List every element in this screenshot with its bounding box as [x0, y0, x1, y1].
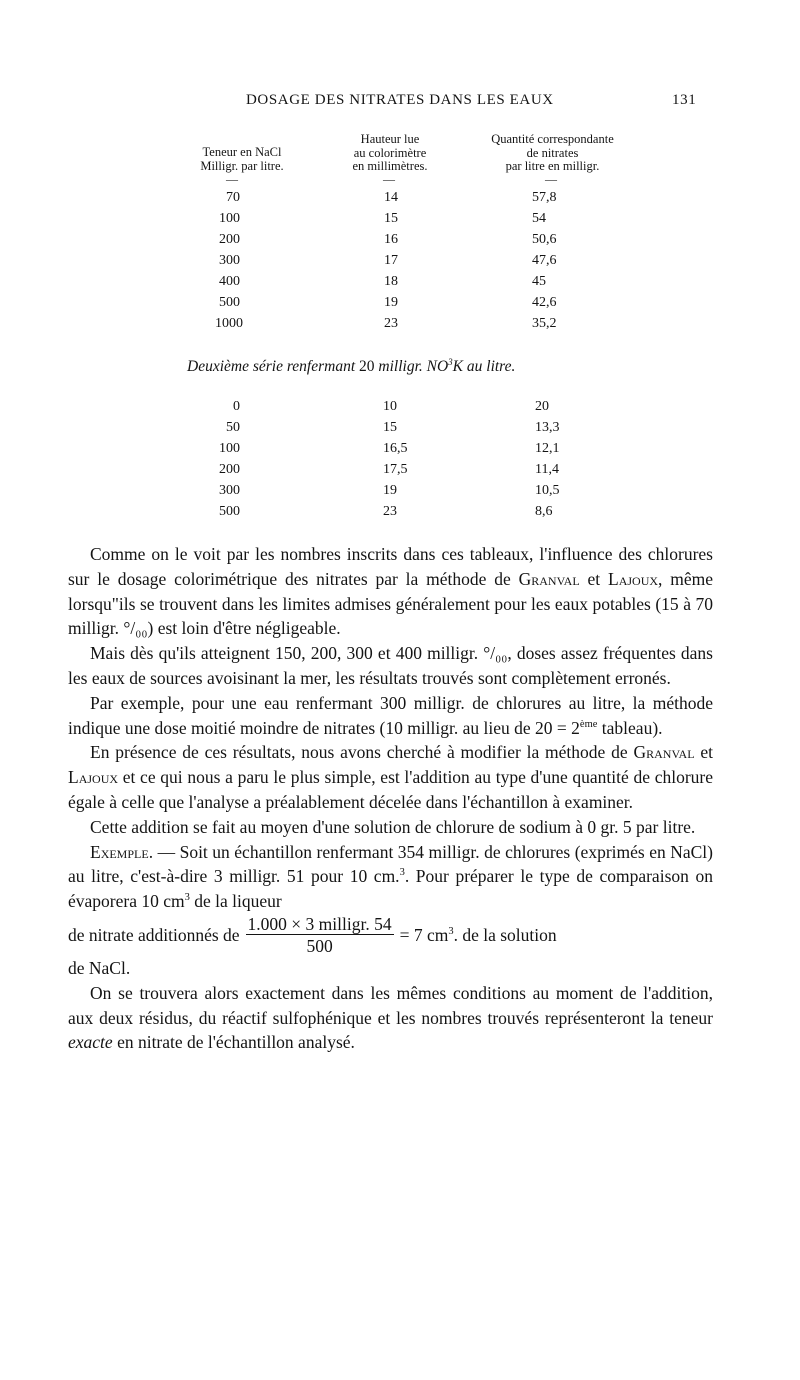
- table-cell: 400: [219, 274, 240, 289]
- text-run: Par exemple, pour une eau renfermant 300 milligr. de chlorures au litre, la méthode indique une dose moitié moindre de nitrates (10 milligr. au lieu de 20 = 2: [68, 692, 713, 738]
- table-cell: 57,8: [532, 190, 557, 205]
- paragraph: [68, 981, 713, 1055]
- text-run: . de la solution: [453, 924, 557, 945]
- text-run: et: [579, 568, 608, 589]
- text-run: Comme on le voit par les nombres inscrits dans ces tableaux, l'influence des chlorures sur le dosage colorimétrique des nitrates par la méthode de: [68, 544, 713, 589]
- paragraph: Mais dès qu'ils atteignent 150, 200, 300 et 400 milligr. °/₀₀, doses assez fréquentes dans les eaux de sources avoisinant la mer, les résultats trouvés sont complètement erronés.: [68, 643, 713, 688]
- fraction-line: [68, 914, 713, 956]
- paragraph: [68, 542, 713, 641]
- table-cell: 17: [384, 253, 398, 268]
- table-cell: 100: [219, 441, 240, 456]
- superscript: 3: [184, 892, 190, 904]
- header-line: Quantité correspondante: [491, 132, 614, 146]
- table-cell: 23: [384, 316, 398, 331]
- text-run: en nitrate de l'échantillon analysé.: [112, 1032, 355, 1053]
- table-cell: 23: [383, 504, 397, 519]
- table-cell: 10: [383, 399, 397, 414]
- text-line: de NaCl.: [68, 957, 131, 978]
- fraction-numerator: 1.000 × 3 milligr. 54: [247, 913, 392, 934]
- running-header: DOSAGE DES NITRATES DANS LES EAUX: [246, 92, 554, 108]
- table-cell: 20: [535, 399, 549, 414]
- table-cell: 200: [219, 462, 240, 477]
- fraction: [246, 914, 394, 956]
- table-cell: 50,6: [532, 232, 557, 247]
- table-cell: 0: [233, 399, 240, 414]
- table-cell: 50: [226, 420, 240, 435]
- table-cell: 70: [226, 190, 240, 205]
- paragraph: [68, 691, 713, 741]
- emphasis: exacte: [68, 1032, 113, 1053]
- header-line: Milligr. par litre.: [200, 158, 284, 173]
- header-line: Teneur en NaCl: [202, 145, 282, 159]
- paragraph: Cette addition se fait au moyen d'une solution de chlorure de sodium à 0 gr. 5 par litre.: [90, 816, 696, 837]
- text-run: En présence de ces résultats, nous avons cherché à modifier la méthode de: [90, 742, 634, 763]
- table-cell: 47,6: [532, 253, 557, 268]
- page-number: 131: [672, 92, 697, 108]
- header-line: par litre en milligr.: [505, 159, 600, 173]
- author-name: Lajoux: [608, 568, 659, 589]
- table2-caption: [187, 358, 515, 376]
- text-run: On se trouvera alors exactement dans les mêmes conditions au moment de l'addition, aux deux résidus, du réactif sulfophénique et les nombres trouvés représenteront la teneur: [68, 982, 713, 1028]
- header-line: Hauteur lue: [360, 132, 420, 146]
- table-cell: 100: [219, 211, 240, 226]
- table-cell: 500: [219, 504, 240, 519]
- table-cell: 45: [532, 274, 546, 289]
- text-run: = 7 cm: [399, 924, 449, 945]
- table-header-col1: [172, 146, 312, 173]
- text-run: tableau).: [597, 717, 663, 738]
- text-run: et ce qui nous a paru le plus simple, est l'addition au type d'une quantité de chlorure égale à celle que l'analyse a préalablement décelée dans l'échantillon à examiner.: [68, 767, 713, 812]
- table-cell: 11,4: [535, 462, 559, 477]
- table-cell: 19: [384, 295, 398, 310]
- table-cell: 12,1: [535, 441, 560, 456]
- table-cell: 10,5: [535, 483, 560, 498]
- table-cell: 14: [384, 190, 398, 205]
- table-cell: 16,5: [383, 441, 408, 456]
- caption-text: Deuxième série renfermant: [187, 358, 360, 375]
- header-dash: —: [545, 172, 557, 186]
- caption-superscript: 3: [448, 356, 453, 367]
- table-header-col3: [465, 133, 640, 174]
- header-line: au colorimètre: [353, 145, 427, 160]
- text-run: de la liqueur: [189, 891, 282, 912]
- table-cell: 300: [219, 483, 240, 498]
- table-cell: 500: [219, 295, 240, 310]
- caption-text: milligr. NO: [374, 358, 449, 375]
- table-cell: 15: [383, 420, 397, 435]
- text-run: et: [694, 742, 714, 763]
- body-text: [68, 542, 713, 1055]
- table-cell: 16: [384, 232, 398, 247]
- table-cell: 13,3: [535, 420, 560, 435]
- table-cell: 15: [384, 211, 398, 226]
- paragraph: [68, 740, 713, 814]
- example-label: Exemple.: [90, 841, 154, 862]
- caption-amount: 20: [359, 358, 375, 375]
- table-cell: 1000: [215, 316, 243, 331]
- text-run: — Soit un échantillon renfermant 354 milligr. de chlorures (exprimés en NaCl) au litre, c'est-à-dire 3 milligr. 51 pour 10 cm.: [68, 841, 713, 887]
- table-cell: 200: [219, 232, 240, 247]
- header-line: de nitrates: [526, 145, 579, 160]
- table-cell: 19: [383, 483, 397, 498]
- author-name: Granval: [518, 568, 580, 589]
- table-cell: 42,6: [532, 295, 557, 310]
- author-name: Lajoux: [68, 767, 119, 788]
- table-cell: 54: [532, 211, 546, 226]
- paragraph: [68, 840, 713, 914]
- superscript: ème: [579, 718, 598, 730]
- fraction-denominator: 500: [306, 935, 333, 956]
- superscript: 3: [448, 925, 454, 937]
- header-dash: —: [226, 172, 238, 186]
- superscript: 3: [399, 867, 405, 879]
- header-dash: —: [383, 172, 395, 186]
- table-cell: 17,5: [383, 462, 408, 477]
- table-cell: 300: [219, 253, 240, 268]
- text-run: , même lorsqu"ils se trouvent dans les limites admises généralement pour les eaux potables (15 à 70 milligr. °/₀₀) est loin d'être négligeable.: [68, 568, 714, 639]
- text-run: . Pour préparer le type de comparaison on évaporera 10 cm: [68, 866, 713, 912]
- table-cell: 35,2: [532, 316, 557, 331]
- table-cell: 18: [384, 274, 398, 289]
- table-header-col2: [320, 133, 460, 174]
- caption-text: K au litre.: [452, 358, 516, 375]
- header-line: en millimètres.: [352, 159, 428, 173]
- table-cell: 8,6: [535, 504, 553, 519]
- text-run: de nitrate additionnés de: [68, 924, 240, 945]
- text-run: [400, 923, 557, 948]
- author-name: Granval: [633, 742, 695, 763]
